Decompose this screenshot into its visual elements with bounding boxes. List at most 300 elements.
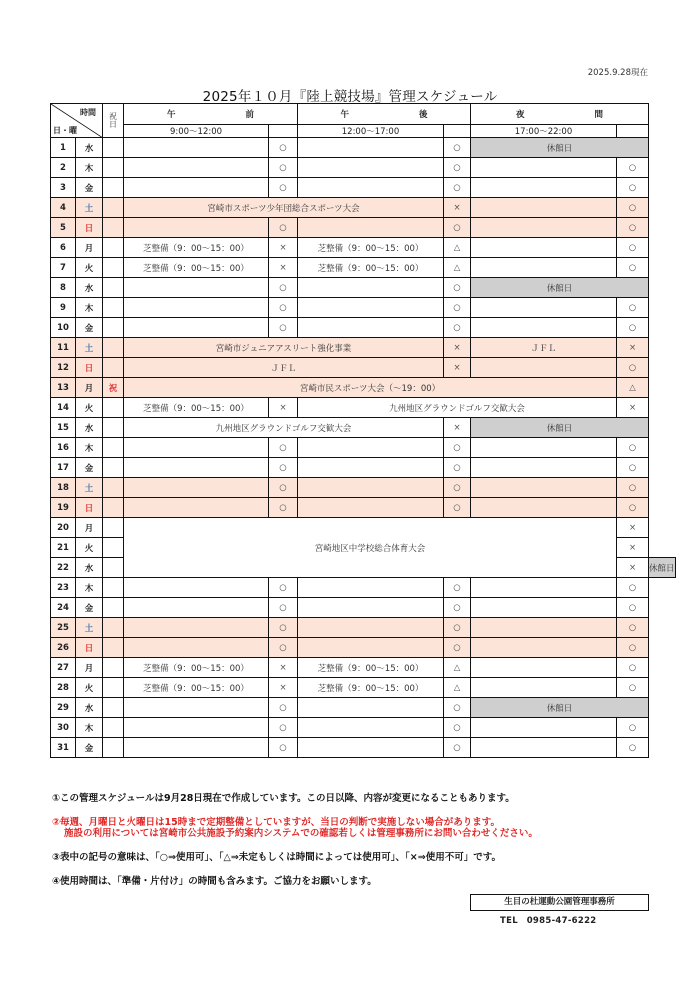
night-event [471,238,617,258]
pm-availability: ○ [444,738,471,758]
am-event [124,478,269,498]
schedule-row [51,638,676,658]
day-number: 22 [51,558,76,578]
am-event [124,278,269,298]
am-availability: ○ [269,298,298,318]
night-availability: × [617,338,649,358]
schedule-row [51,738,676,758]
note-2-line-1: ②毎週、月曜日と火曜日は15時まで定期整備としていますが、当日の判断で実施しない場合があります。 [52,817,501,828]
weekday: 水 [76,278,103,298]
am-availability: ○ [269,178,298,198]
am-time-range: 9:00〜12:00 [124,125,269,138]
note-3: ③表中の記号の意味は、「○⇒使用可」、「△⇒未定もしくは時間によっては使用可」、「×⇒使用不可」です。 [52,852,501,863]
weekday: 火 [76,538,103,558]
day-number: 24 [51,598,76,618]
pm-event [298,318,444,338]
night-availability: ○ [617,678,649,698]
night-event [471,158,617,178]
night-event [471,598,617,618]
holiday-marker [103,658,124,678]
weekday: 火 [76,258,103,278]
weekday: 木 [76,298,103,318]
night-event [471,318,617,338]
am-event [124,718,269,738]
pm-availability: ○ [444,578,471,598]
night-availability: ○ [617,578,649,598]
pm-availability: ○ [444,178,471,198]
pm-header [298,104,471,125]
am-availability: ○ [269,618,298,638]
am-mark-header [269,125,298,138]
am-availability: ○ [269,738,298,758]
schedule-row [51,298,676,318]
weekday: 金 [76,178,103,198]
day-number: 23 [51,578,76,598]
weekday: 日 [76,638,103,658]
day-number: 14 [51,398,76,418]
pm-availability: ○ [444,438,471,458]
holiday-marker [103,338,124,358]
am-availability: ○ [269,278,298,298]
holiday-marker [103,558,124,578]
schedule-row [51,578,676,598]
day-number: 11 [51,338,76,358]
weekday: 日 [76,498,103,518]
schedule-row [51,398,676,418]
holiday-marker: 祝 [103,378,124,398]
pm-availability: × [444,418,471,438]
office-tel: TEL 0985-47-6222 [500,916,597,926]
event-pm-night: 九州地区グラウンドゴルフ交歓大会 [298,398,617,418]
pm-availability: △ [444,678,471,698]
pm-availability: △ [444,238,471,258]
corner-time-label: 時間 [80,108,96,117]
holiday-marker [103,298,124,318]
pm-availability: ○ [444,718,471,738]
night-event [471,738,617,758]
holiday-marker [103,318,124,338]
schedule-row [51,238,676,258]
schedule-row [51,198,676,218]
corner-header-cell [51,104,103,138]
day-number: 7 [51,258,76,278]
weekday: 土 [76,478,103,498]
day-number: 9 [51,298,76,318]
schedule-row [51,218,676,238]
holiday-header-char: 日 [109,119,117,129]
night-event [471,678,617,698]
am-event [124,158,269,178]
night-availability: × [617,518,649,538]
am-availability: ○ [269,138,298,158]
night-event [471,718,617,738]
weekday: 月 [76,378,103,398]
am-event [124,698,269,718]
schedule-row [51,378,676,398]
pm-availability: ○ [444,618,471,638]
night-availability: △ [617,378,649,398]
schedule-row [51,498,676,518]
holiday-marker [103,438,124,458]
am-availability: ○ [269,438,298,458]
night-availability: ○ [617,718,649,738]
holiday-marker [103,538,124,558]
holiday-marker [103,478,124,498]
night-availability: ○ [617,358,649,378]
am-availability: ○ [269,158,298,178]
night-closed: 休館日 [471,138,649,158]
day-number: 30 [51,718,76,738]
am-header [124,104,298,125]
holiday-marker [103,618,124,638]
am-event [124,178,269,198]
night-availability: ○ [617,178,649,198]
night-event [471,258,617,278]
holiday-marker [103,598,124,618]
pm-availability: × [444,338,471,358]
pm-event [298,218,444,238]
night-event [471,478,617,498]
pm-event [298,458,444,478]
event-am-pm: 宮崎市ジュニアアスリート強化事業 [124,338,444,358]
am-availability: ○ [269,698,298,718]
schedule-row [51,138,676,158]
pm-event: 芝整備（9：00〜15：00） [298,678,444,698]
weekday: 火 [76,398,103,418]
holiday-marker [103,358,124,378]
holiday-header-label [103,113,123,129]
night-header-char-1: 夜 [515,110,525,120]
night-availability: ○ [617,258,649,278]
holiday-marker [103,498,124,518]
note-2 [52,817,652,839]
event-am-pm: ＪＦＬ [124,358,444,378]
day-number: 31 [51,738,76,758]
day-number: 18 [51,478,76,498]
night-event [471,578,617,598]
night-availability: ○ [617,318,649,338]
weekday: 木 [76,578,103,598]
night-availability: ○ [617,218,649,238]
holiday-marker [103,258,124,278]
note-2-line-2: 施設の利用については宮崎市公共施設予約案内システムでの確認若しくは管理事務所にお問い合わせください。 [64,828,538,839]
weekday: 水 [76,418,103,438]
pm-availability: ○ [444,318,471,338]
am-availability: ○ [269,598,298,618]
pm-event [298,178,444,198]
night-closed: 休館日 [471,698,649,718]
night-time-range: 17:00〜22:00 [471,125,617,138]
night-availability: ○ [617,738,649,758]
pm-availability: ○ [444,598,471,618]
weekday: 水 [76,138,103,158]
pm-availability: ○ [444,138,471,158]
schedule-row [51,418,676,438]
holiday-marker [103,638,124,658]
header-row-periods [51,104,676,125]
weekday: 月 [76,658,103,678]
weekday: 金 [76,318,103,338]
event-am-pm: 宮崎市スポーツ少年団総合スポーツ大会 [124,198,444,218]
night-availability: ○ [617,638,649,658]
day-number: 13 [51,378,76,398]
am-availability: ○ [269,718,298,738]
pm-availability: × [444,198,471,218]
am-header-char-2: 前 [245,110,255,120]
day-number: 5 [51,218,76,238]
office-name: 生目の杜運動公園管理事務所 [470,894,649,911]
holiday-marker [103,458,124,478]
holiday-marker [103,238,124,258]
night-availability: ○ [617,618,649,638]
day-number: 27 [51,658,76,678]
night-mark-header [617,125,649,138]
day-number: 25 [51,618,76,638]
night-closed: 休館日 [649,558,676,578]
night-event [471,438,617,458]
pm-event [298,638,444,658]
pm-header-char-2: 後 [419,110,428,120]
night-availability: ○ [617,198,649,218]
day-number: 19 [51,498,76,518]
day-number: 16 [51,438,76,458]
am-event: 芝整備（9：00〜15：00） [124,678,269,698]
night-availability: × [617,538,649,558]
am-availability: ○ [269,478,298,498]
pm-header-char-1: 午 [340,110,349,120]
pm-event [298,278,444,298]
weekday: 月 [76,518,103,538]
pm-event [298,478,444,498]
weekday: 木 [76,158,103,178]
holiday-marker [103,178,124,198]
notes-section [52,793,652,900]
weekday: 土 [76,198,103,218]
weekday: 日 [76,358,103,378]
event-am-pm: 九州地区グラウンドゴルフ交歓大会 [124,418,444,438]
event-multi-day: 宮崎地区中学校総合体育大会 [124,518,617,578]
holiday-marker [103,698,124,718]
schedule-row [51,458,676,478]
header-row-times [51,125,676,138]
weekday: 木 [76,718,103,738]
pm-availability: △ [444,658,471,678]
night-closed: 休館日 [471,278,649,298]
schedule-row [51,518,676,538]
night-event [471,358,617,378]
night-event [471,618,617,638]
day-number: 4 [51,198,76,218]
day-number: 20 [51,518,76,538]
night-event [471,198,617,218]
schedule-row [51,618,676,638]
schedule-row [51,258,676,278]
holiday-marker [103,518,124,538]
schedule-row [51,438,676,458]
am-event [124,438,269,458]
schedule-row [51,278,676,298]
holiday-marker [103,678,124,698]
am-event [124,498,269,518]
day-number: 28 [51,678,76,698]
pm-availability: ○ [444,278,471,298]
day-number: 26 [51,638,76,658]
am-availability: ○ [269,578,298,598]
pm-mark-header [444,125,471,138]
weekday: 木 [76,438,103,458]
schedule-row [51,478,676,498]
am-event [124,738,269,758]
holiday-marker [103,198,124,218]
am-availability: ○ [269,498,298,518]
night-event [471,638,617,658]
schedule-row [51,718,676,738]
night-availability: ○ [617,658,649,678]
pm-event [298,698,444,718]
note-4: ④使用時間は、「準備・片付け」の時間も含みます。ご協力をお願いします。 [52,876,377,887]
night-availability: ○ [617,598,649,618]
holiday-column-header [103,104,124,138]
am-availability: × [269,658,298,678]
night-availability: ○ [617,478,649,498]
as-of-date: 2025.9.28現在 [587,68,648,78]
weekday: 月 [76,238,103,258]
night-event [471,218,617,238]
day-number: 10 [51,318,76,338]
pm-event [298,738,444,758]
am-availability: × [269,258,298,278]
night-event [471,458,617,478]
weekday: 水 [76,698,103,718]
holiday-marker [103,398,124,418]
day-number: 1 [51,138,76,158]
am-availability: × [269,398,298,418]
am-event [124,138,269,158]
weekday: 土 [76,618,103,638]
holiday-header-char: 祝 [109,111,117,121]
am-event: 芝整備（9：00〜15：00） [124,398,269,418]
schedule-row [51,158,676,178]
night-availability: ○ [617,298,649,318]
pm-event: 芝整備（9：00〜15：00） [298,238,444,258]
night-event [471,498,617,518]
am-event [124,458,269,478]
night-availability: ○ [617,438,649,458]
day-number: 12 [51,358,76,378]
am-event [124,598,269,618]
pm-event [298,498,444,518]
pm-event [298,578,444,598]
event-all-day: 宮崎市民スポーツ大会（〜19：00） [124,378,617,398]
day-number: 15 [51,418,76,438]
day-number: 17 [51,458,76,478]
note-1: ①この管理スケジュールは9月28日現在で作成しています。この日以降、内容が変更になることもあります。 [52,793,515,804]
pm-event [298,618,444,638]
pm-availability: ○ [444,478,471,498]
pm-availability: ○ [444,498,471,518]
schedule-row [51,598,676,618]
night-closed: 休館日 [471,418,649,438]
day-number: 2 [51,158,76,178]
pm-availability: × [617,558,649,578]
pm-availability: ○ [444,158,471,178]
night-event [471,298,617,318]
night-availability: ○ [617,498,649,518]
day-number: 29 [51,698,76,718]
schedule-row [51,658,676,678]
am-availability: × [269,238,298,258]
pm-event [298,598,444,618]
schedule-row [51,338,676,358]
am-availability: ○ [269,318,298,338]
pm-event [298,158,444,178]
am-event: 芝整備（9：00〜15：00） [124,238,269,258]
night-availability: ○ [617,238,649,258]
weekday: 金 [76,598,103,618]
pm-event [298,718,444,738]
pm-availability: △ [444,258,471,278]
holiday-marker [103,158,124,178]
holiday-marker [103,578,124,598]
day-number: 6 [51,238,76,258]
day-number: 21 [51,538,76,558]
page-title: 2025年１０月『陸上競技場』管理スケジュール [202,89,498,105]
schedule-row [51,678,676,698]
weekday: 金 [76,738,103,758]
night-availability: × [617,398,649,418]
pm-availability: × [444,358,471,378]
weekday: 水 [76,558,103,578]
holiday-marker [103,718,124,738]
schedule-row [51,318,676,338]
am-event [124,318,269,338]
schedule-row [51,178,676,198]
pm-event: 芝整備（9：00〜15：00） [298,658,444,678]
day-number: 3 [51,178,76,198]
pm-event [298,298,444,318]
night-event [471,658,617,678]
holiday-marker [103,418,124,438]
am-availability: × [269,678,298,698]
night-header-char-2: 間 [594,110,604,120]
am-event [124,218,269,238]
holiday-marker [103,738,124,758]
weekday: 金 [76,458,103,478]
holiday-marker [103,278,124,298]
pm-availability: ○ [444,458,471,478]
night-availability: ○ [617,158,649,178]
pm-time-range: 12:00〜17:00 [298,125,444,138]
night-event [471,178,617,198]
pm-availability: ○ [444,218,471,238]
night-availability: ○ [617,458,649,478]
am-availability: ○ [269,458,298,478]
pm-event [298,438,444,458]
pm-availability: ○ [444,298,471,318]
am-event [124,298,269,318]
pm-availability: ○ [444,638,471,658]
night-header [471,104,649,125]
pm-event [298,138,444,158]
day-number: 8 [51,278,76,298]
weekday: 日 [76,218,103,238]
holiday-marker [103,138,124,158]
am-event: 芝整備（9：00〜15：00） [124,658,269,678]
schedule-table [50,103,676,758]
schedule-row [51,698,676,718]
am-event [124,618,269,638]
schedule-row [51,358,676,378]
